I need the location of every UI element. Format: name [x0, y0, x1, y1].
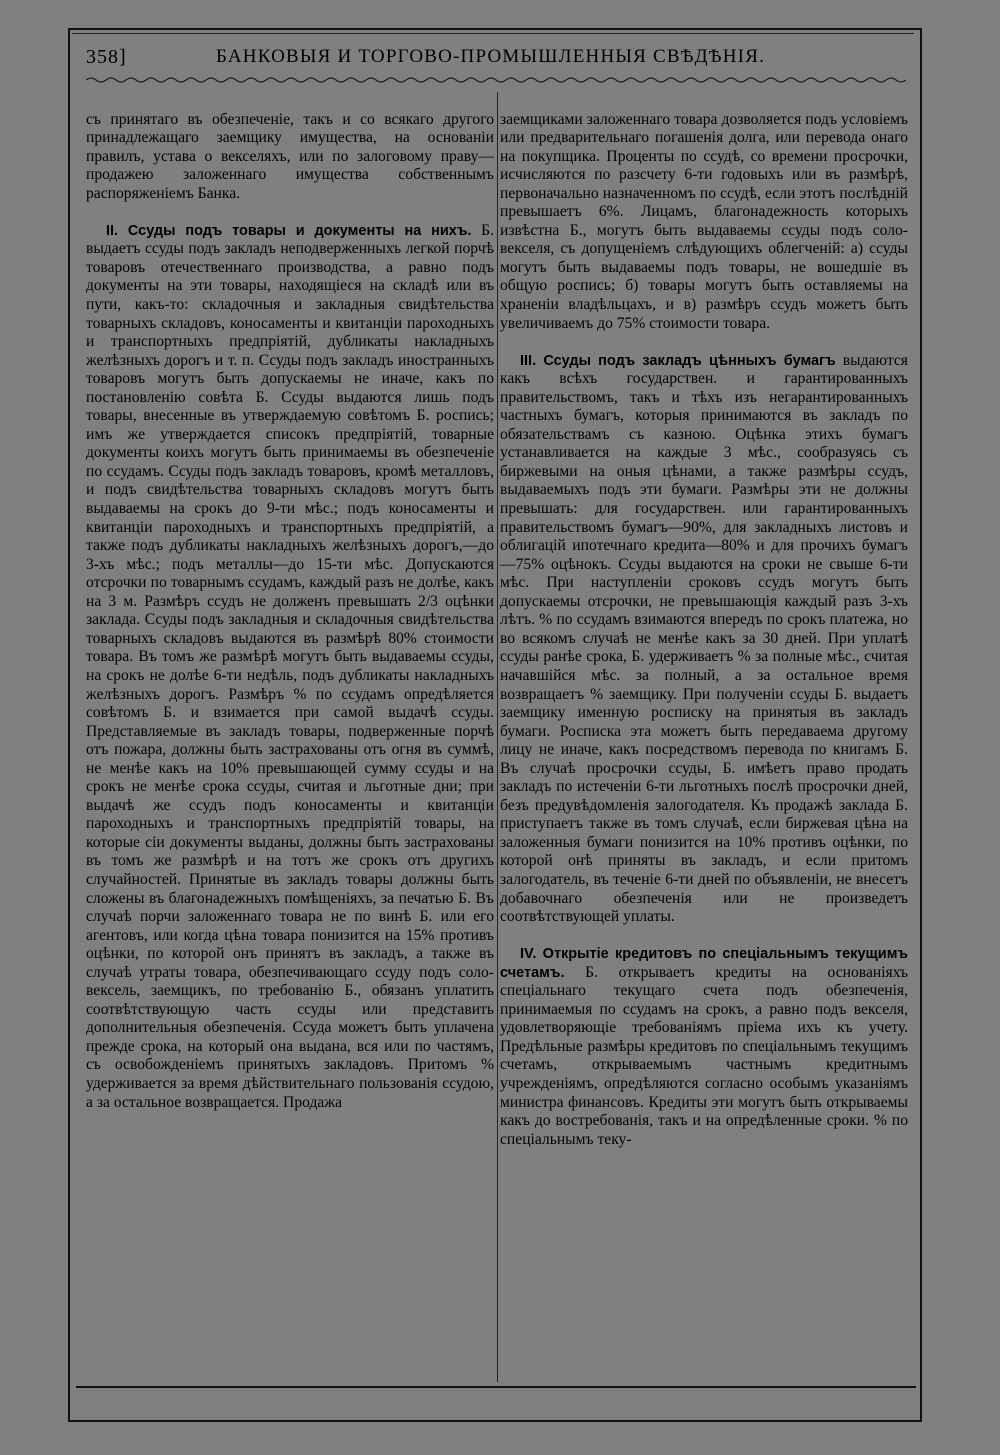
page-header — [86, 46, 906, 76]
section-iv-text: Б. открываетъ кредиты на основаніяхъ спеціальнаго текущаго счета подъ обезпеченія, принимаемыя по ссудамъ на срокъ, а равно подъ векселя, удовлетворяющіе требованіямъ пріема ихъ къ учету. Предѣльные размѣры кредитовъ по спеціальнымъ текущимъ счетамъ, открываемымъ частнымъ кредитнымъ учрежденіямъ, опредѣляются согласно особымъ указаніямъ министра финансовъ. Кредиты эти могутъ быть открываемы какъ до востребованія, такъ и на опредѣленные сроки. % по спеціальнымъ теку- — [500, 963, 908, 1148]
section-ii-text: Б. выдаетъ ссуды подъ закладъ неподверженныхъ легкой порчѣ товаровъ отечественнаго производства, а равно подъ документы на эти товары, находящіеся на складѣ или въ пути, какъ-то: складочныя и закладныя свидѣтельства товарныхъ складовъ, коносаменты и квитанціи пароходныхъ и транспортныхъ предпріятій, дубликаты накладныхъ желѣзныхъ дорогъ и т. п. Ссуды подъ закладъ иностранныхъ товаровъ могутъ быть допускаемы не иначе, какъ по постановленію совѣта Б. Ссуды выдаются лишь подъ товары, внесенные въ утверждаемую совѣтомъ Б. роспись; имъ же утверждается списокъ предпріятій, товарные документы коихъ могутъ быть принимаемы въ обезпеченіе по ссудамъ. Ссуды подъ закладъ товаровъ, кромѣ металловъ, и подъ свидѣтельства товарныхъ складовъ могутъ быть выдаваемы на срокъ до 9-ти мѣс.; подъ коносаменты и квитанціи пароходныхъ и транспортныхъ предпріятій, а также подъ дубликаты накладныхъ желѣзныхъ дорогъ,—до 3-хъ мѣс.; подъ металлы—до 15-ти мѣс. Допускаются отсрочки по товарнымъ ссудамъ, каждый разъ не долѣе, какъ на 3 м. Размѣръ ссудъ не долженъ превышать 2/3 оцѣнки заклада. Ссуды подъ закладныя и складочныя свидѣтельства товарныхъ складовъ выдаются въ размѣрѣ 80% стоимости товара. Въ томъ же размѣрѣ могутъ быть выдаваемы ссуды, на срокъ не долѣе 6-ти недѣль, подъ дубликаты накладныхъ желѣзныхъ дорогъ. Размѣръ % по ссудамъ опредѣляется совѣтомъ Б. и взимается при самой выдачѣ ссуды. Представляемые въ закладъ товары, подверженные порчѣ отъ пожара, должны быть застрахованы отъ огня въ суммѣ, не менѣе какъ на 10% превышающей сумму ссуды и на срокъ не менѣе срока ссуды, считая и льготные дни; при выдачѣ же ссудъ подъ коносаменты и квитанціи пароходныхъ и транспортныхъ предпріятій товары, на которые сіи документы выданы, должны быть застрахованы въ томъ же размѣрѣ и на тотъ же срокъ отъ другихъ случайностей. Принятые въ закладъ товары должны быть сложены въ благонадежныхъ помѣщеніяхъ, за печатью Б. Въ случаѣ порчи заложеннаго товара не по винѣ Б. или его агентовъ, или когда цѣна товара понизится на 15% противъ оцѣнки, по которой онъ принятъ въ закладъ, а также въ случаѣ утраты товара, обезпечивающаго ссуду подъ соло-вексель, заемщикъ, по требованію Б., обязанъ уплатить соотвѣтствующую часть ссуды или представить дополнительныя обезпеченія. Ссуда можетъ быть уплачена прежде срока, на который она выдана, вся или по частямъ, съ освобожденіемъ принятыхъ закладовъ. Притомъ % удерживается за время дѣйствительнаго пользованія ссудою, а за остальное возвращается. Продажа — [86, 221, 494, 1111]
left-paragraph-continuation: съ принятаго въ обезпеченіе, такъ и со всякаго другого принадлежащаго заемщику имущества, на основаніи правилъ, устава о векселяхъ, или по залоговому праву—продажею заложеннаго имущества собственнымъ распоряженіемъ Банка. — [86, 110, 494, 202]
top-rule — [72, 33, 914, 34]
section-ii-heading: II. Ссуды подъ товары и документы на нихъ. — [106, 222, 472, 239]
section-iii-text: выдаются какъ всѣхъ государствен. и гарантированныхъ правительствомъ, такъ и тѣхъ изъ негарантированныхъ частныхъ бумагъ, которыя принимаются въ закладъ по обязательствамъ съ казною. Оцѣнка этихъ бумагъ устанавливается на каждые 3 мѣс., сообразуясь съ биржевыми на оныя цѣнами, а также размѣры ссудъ, выдаваемыхъ подъ эти бумаги. Размѣры эти не должны превышать: для государствен. или гарантированныхъ правительствомъ бумагъ—90%, для закладныхъ листовъ и облигацій ипотечнаго кредита—80% и для прочихъ бумагъ—75% оцѣнокъ. Ссуды выдаются на сроки не свыше 6-ти мѣс. При наступленіи сроковъ ссудъ могутъ быть допускаемы отсрочки, не превышающія каждый разъ 3-хъ лѣтъ. % по ссудамъ взимаются впередъ по срокъ платежа, но во всякомъ случаѣ не менѣе какъ за 30 дней. При уплатѣ ссуды ранѣе срока, Б. удерживаетъ % за полные мѣс., считая начавшійся мѣс. за полный, а за остальное время возвращаетъ % заемщику. При полученіи ссуды Б. выдаетъ заемщику именную росписку на принятыя въ закладъ бумаги. Росписка эта можетъ быть передаваема другому лицу не иначе, какъ посредствомъ перевода по книгамъ Б. Въ случаѣ просрочки ссуды, Б. имѣетъ право продать закладъ по истеченіи 6-ти льготныхъ послѣ просрочки дней, безъ предувѣдомленія залогодателя. Къ продажѣ заклада Б. приступаетъ также въ томъ случаѣ, если биржевая цѣна на заложенныя бумаги понизится на 10% противъ оцѣнки, по которой онѣ приняты въ закладъ, и если притомъ залогодатель, въ теченіе 6-ти дней по объявленіи, не внесетъ добавочнаго обезпеченія или не произведетъ соотвѣтствующей уплаты. — [500, 351, 908, 926]
section-ii — [86, 222, 494, 1112]
page-number: 358] — [86, 46, 127, 68]
header-wavy-rule — [86, 76, 906, 84]
right-column — [500, 92, 908, 1168]
column-divider — [497, 92, 498, 1382]
running-title: БАНКОВЫЯ И ТОРГОВО-ПРОМЫШЛЕННЫЯ СВѢДѢНІЯ. — [216, 46, 766, 67]
bottom-rule — [76, 1386, 916, 1388]
left-column — [86, 92, 494, 1131]
section-iii — [500, 352, 908, 927]
right-paragraph-continuation: заемщиками заложеннаго товара дозволяется подъ условіемъ или предварительнаго погашенія долга, или перевода онаго на покупщика. Проценты по ссудѣ, со времени просрочки, исчисляются по разсчету 6-ти годовыхъ или въ размѣрѣ, первоначально назначенномъ по ссудѣ, если этотъ послѣдній превышаетъ 6%. Лицамъ, благонадежность которыхъ извѣстна Б., могутъ быть выдаваемы ссуды подъ соло-векселя, съ допущеніемъ слѣдующихъ облегченій: а) ссуды могутъ быть выдаваемы подъ товары, не вошедшіе въ общую роспись; б) товары могутъ быть оставляемы на храненіи владѣльцахъ, и в) размѣръ ссудъ можетъ быть увеличиваемъ до 75% стоимости товара. — [500, 110, 908, 332]
section-iv-heading: IV. Открытіе кредитовъ по спеціальнымъ текущимъ счетамъ. — [500, 946, 908, 981]
section-iv — [500, 945, 908, 1149]
section-iii-heading: III. Ссуды подъ закладъ цѣнныхъ бумагъ — [520, 352, 836, 369]
